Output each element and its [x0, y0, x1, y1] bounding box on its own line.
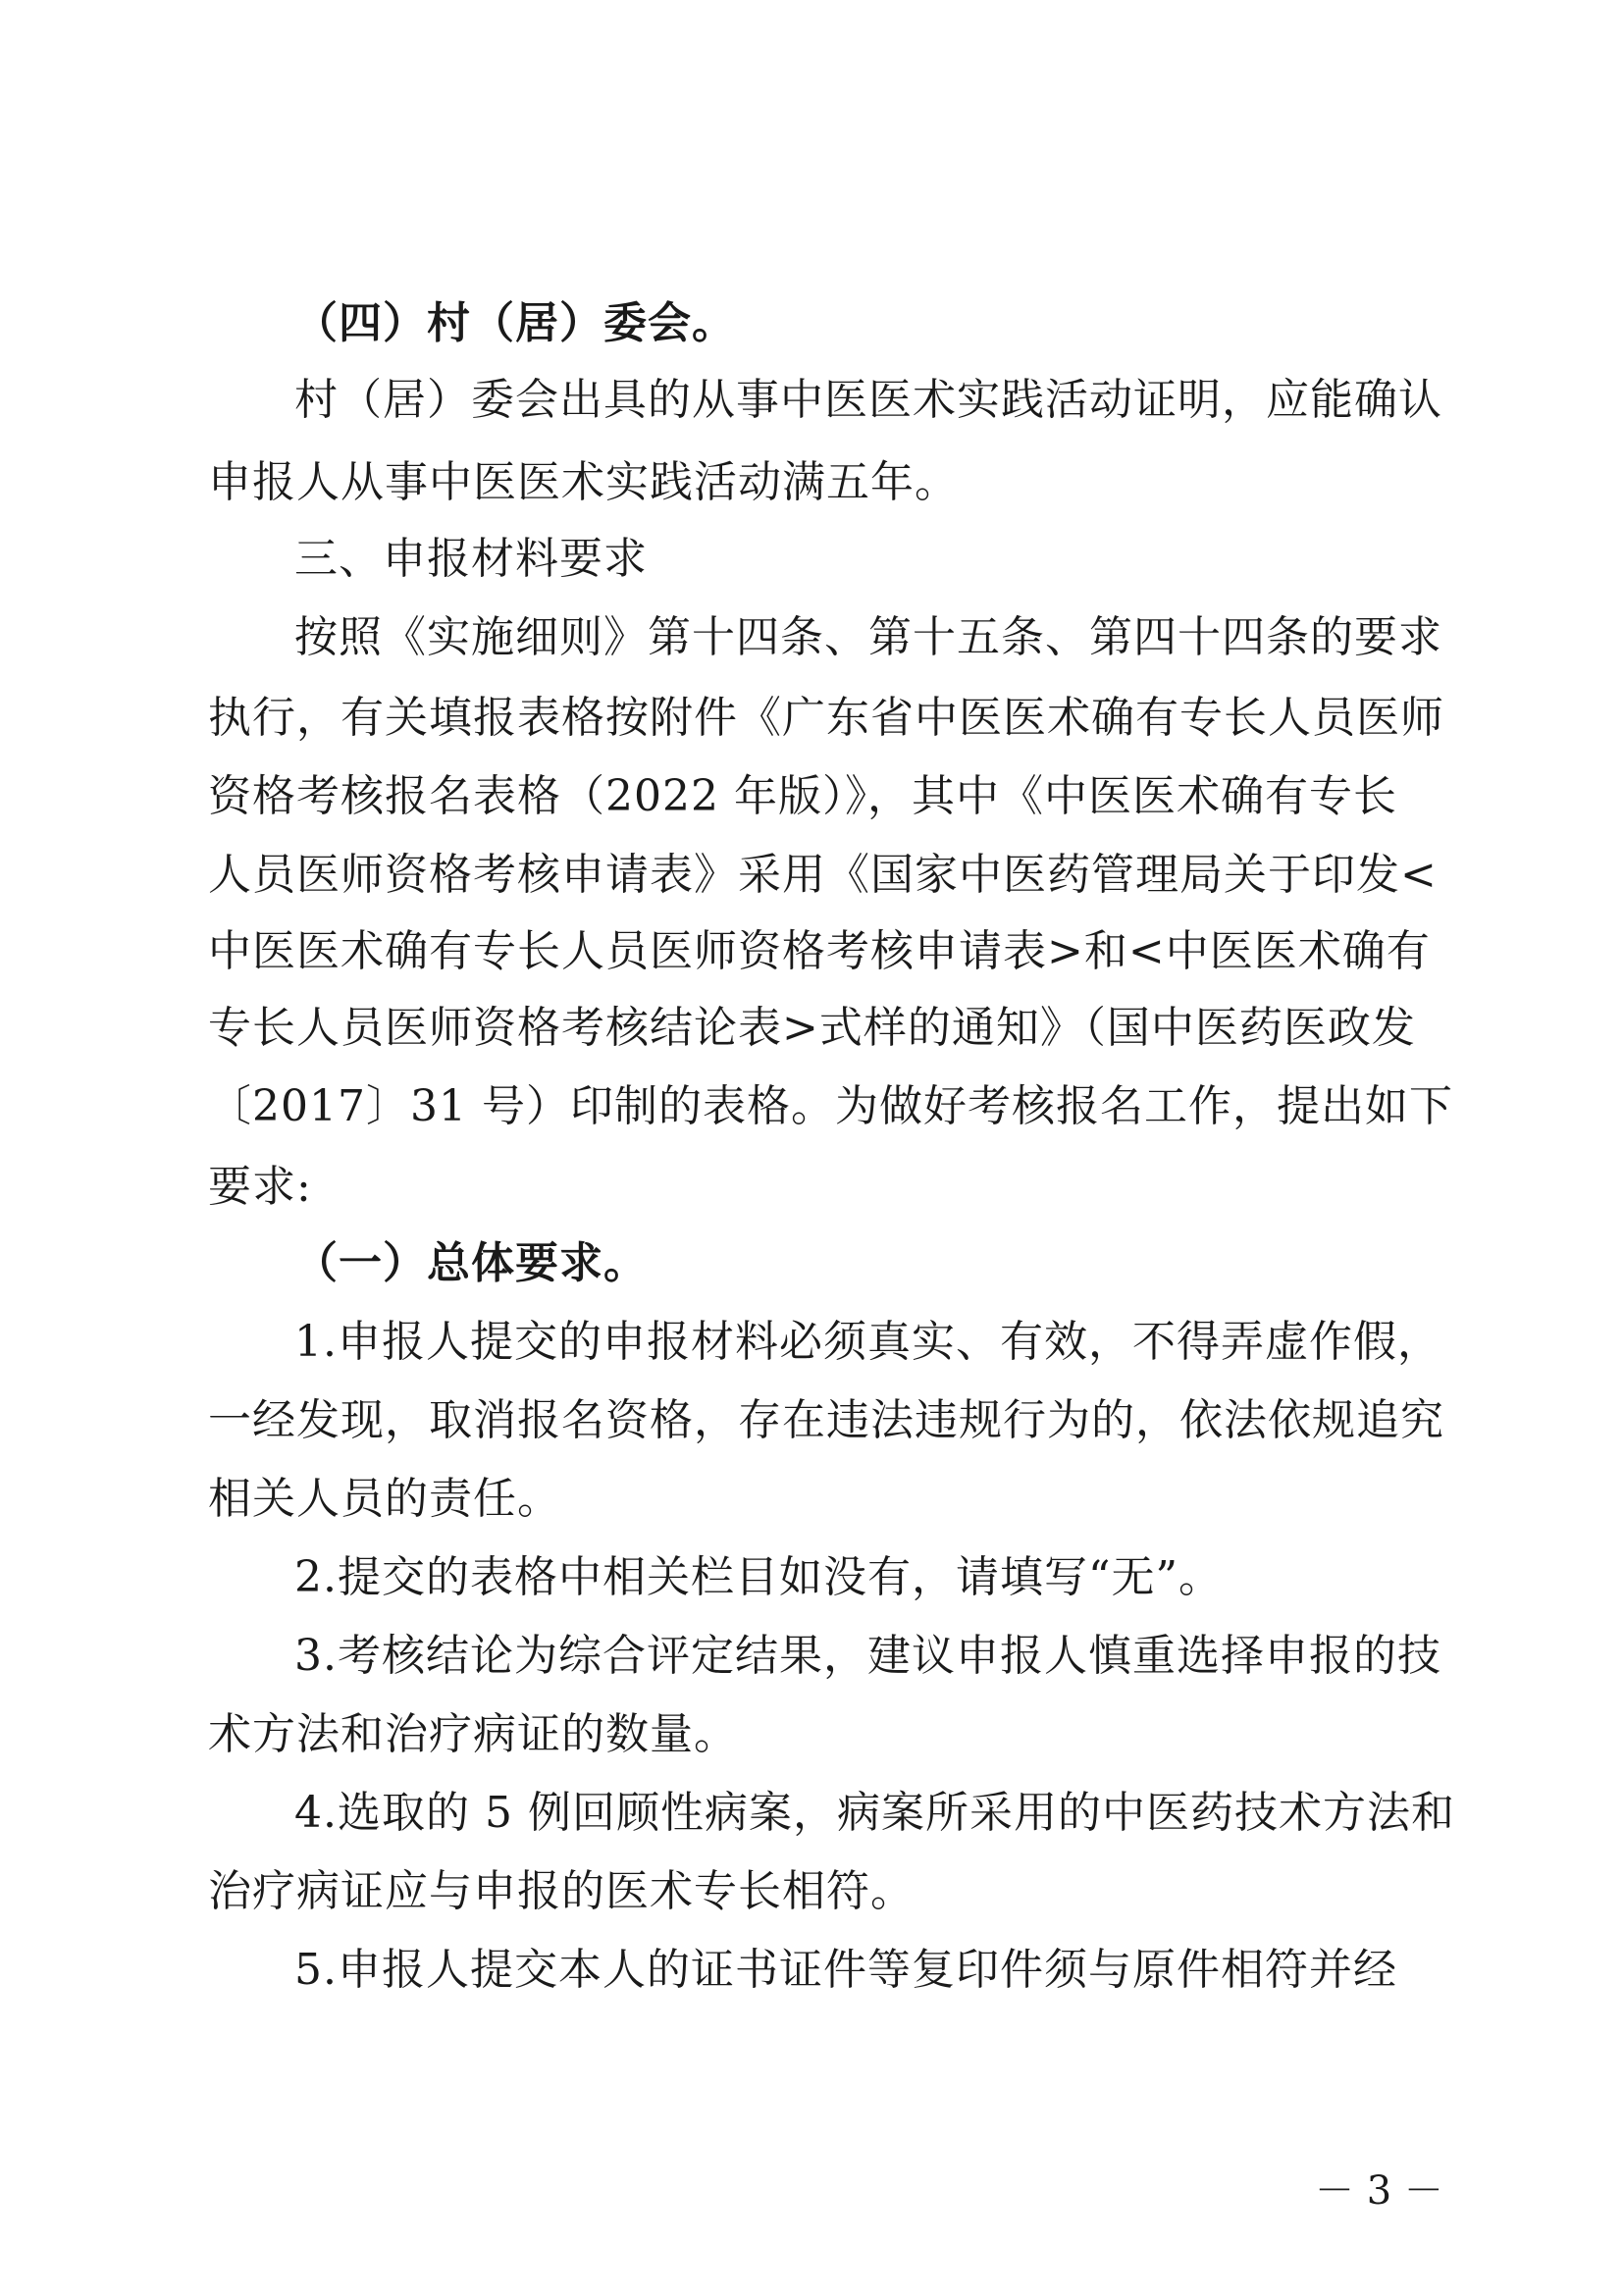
paragraph-line: 执行，有关填报表格按附件《广东省中医医术确有专长人员医师	[208, 693, 1444, 743]
paragraph-line: 申报人从事中医医术实践活动满五年。	[208, 457, 959, 507]
paragraph-line: 要求:	[208, 1162, 312, 1212]
section-heading: （一）总体要求。	[294, 1238, 648, 1288]
paragraph-line: 按照《实施细则》第十四条、第十五条、第四十四条的要求	[294, 612, 1442, 662]
paragraph-line: 治疗病证应与申报的医术专长相符。	[208, 1866, 915, 1916]
paragraph-line: 4.选取的 5 例回顾性病案，病案所采用的中医药技术方法和	[294, 1788, 1455, 1838]
paragraph-line: 村（居）委会出具的从事中医医术实践活动证明，应能确认	[294, 375, 1442, 425]
paragraph-line: 1.申报人提交的申报材料必须真实、有效，不得弄虚作假，	[294, 1317, 1441, 1367]
paragraph-line: 5.申报人提交本人的证书证件等复印件须与原件相符并经	[294, 1945, 1397, 1995]
paragraph-line: 术方法和治疗病证的数量。	[208, 1709, 738, 1759]
paragraph-line: 3.考核结论为综合评定结果，建议申报人慎重选择申报的技	[294, 1631, 1441, 1681]
paragraph-line: 〔2017〕31 号）印制的表格。为做好考核报名工作，提出如下	[208, 1081, 1453, 1131]
paragraph-line: 相关人员的责任。	[208, 1474, 561, 1524]
paragraph-line: 2.提交的表格中相关栏目如没有，请填写“无”。	[294, 1552, 1223, 1602]
paragraph-line: 人员医师资格考核申请表》采用《国家中医药管理局关于印发<	[208, 850, 1438, 900]
paragraph-line: 专长人员医师资格考核结论表>式样的通知》（国中医药医政发	[208, 1003, 1416, 1053]
section-heading: 三、申报材料要求	[294, 534, 648, 584]
paragraph-line: 资格考核报名表格（2022 年版）》，其中《中医医术确有专长	[208, 771, 1397, 821]
section-heading: （四）村（居）委会。	[294, 298, 736, 348]
paragraph-line: 一经发现，取消报名资格，存在违法违规行为的，依法依规追究	[208, 1395, 1444, 1445]
paragraph-line: 中医医术确有专长人员医师资格考核申请表>和<中医医术确有	[208, 926, 1431, 976]
page-number: － 3 －	[1315, 2168, 1443, 2214]
